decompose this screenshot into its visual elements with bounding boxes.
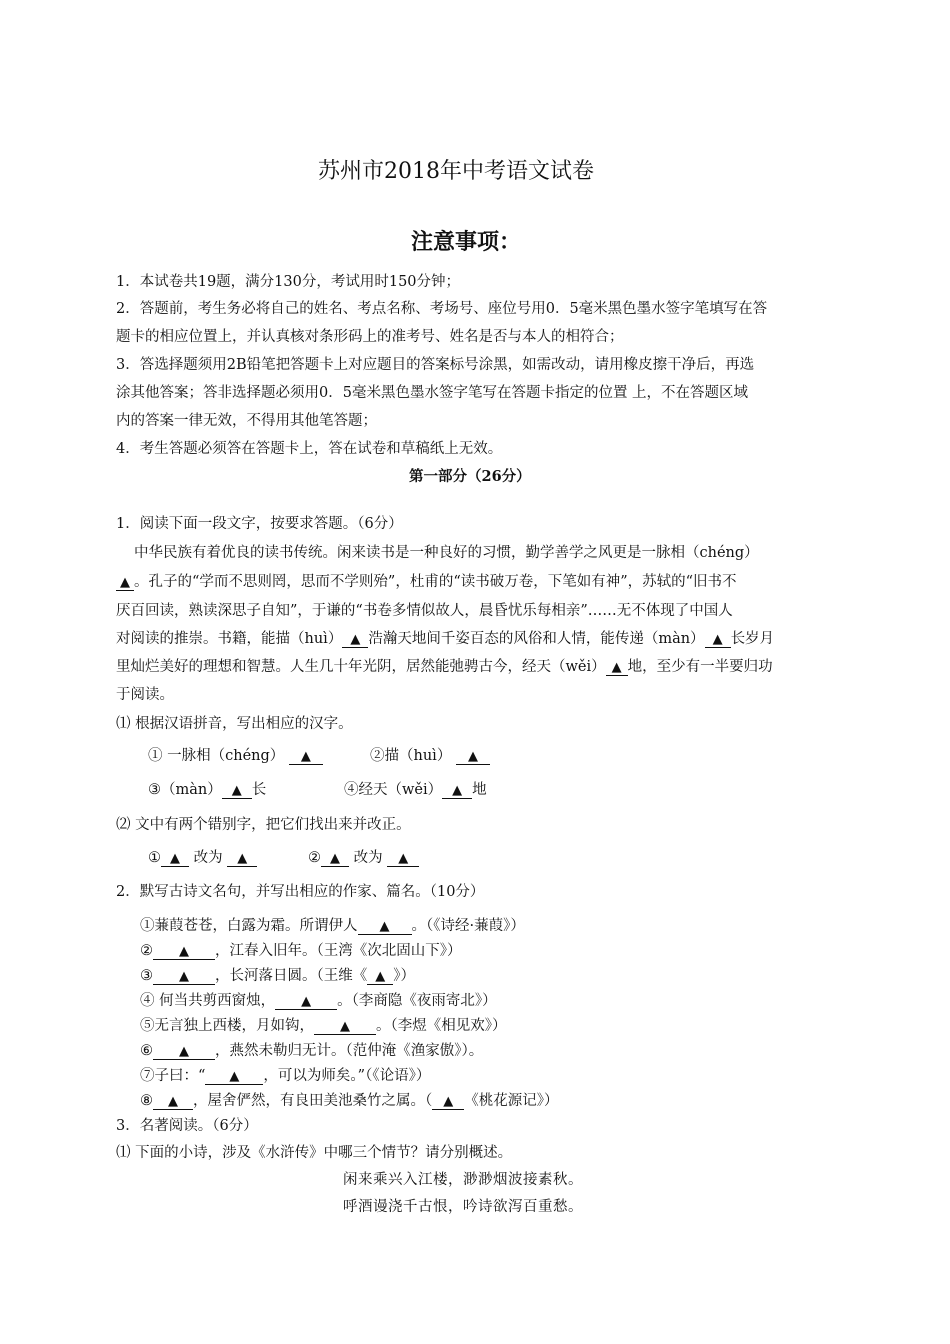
passage-text: 长岁月: [730, 631, 775, 647]
answer-blank[interactable]: ▲: [227, 852, 257, 867]
q3-sub1: ⑴ 下面的小诗，涉及《水浒传》中哪三个情节？请分别概述。: [116, 1145, 513, 1161]
poem-text: ③: [140, 968, 153, 984]
q1-sub2: ⑵ 文中有两个错别字，把它们找出来并改正。: [116, 817, 411, 833]
answer-blank[interactable]: ▲: [205, 1070, 263, 1085]
poem-text: ⑥: [140, 1043, 153, 1059]
notice-line: 2．答题前，考生务必将自己的姓名、考点名称、考场号、座位号用0．5毫米黑色墨水签字笔填写在答: [116, 301, 768, 317]
answer-blank[interactable]: ▲: [275, 995, 337, 1010]
item-tail: 地: [472, 782, 487, 798]
notice-line: 1．本试卷共19题，满分130分，考试用时150分钟；: [116, 274, 461, 290]
item-label: ④经天（wěi）: [344, 782, 443, 798]
fix-label: ①: [148, 850, 161, 866]
q2-line-1: [140, 914, 525, 935]
answer-blank[interactable]: ▲: [161, 852, 189, 867]
poem-source: ，可以为师矣。”（《论语》）: [263, 1068, 431, 1084]
q1-item-d: [344, 778, 487, 799]
poem-source: 《桃花源记》）: [464, 1093, 559, 1109]
fix-label: ②: [308, 850, 321, 866]
passage-line: 厌百回读，熟读深思子自知”，于谦的“书卷多情似故人，晨昏忧乐每相亲”……无不体现了中国人: [116, 603, 733, 619]
passage-text: 浩瀚天地间千姿百态的风俗和人情，能传递（màn）: [368, 631, 705, 647]
answer-blank[interactable]: ▲: [153, 1095, 193, 1110]
answer-blank[interactable]: ▲: [387, 852, 419, 867]
q2-line-6: [140, 1039, 483, 1060]
question-2-heading: 2．默写古诗文名句，并写出相应的作家、篇名。（10分）: [116, 884, 485, 900]
answer-blank[interactable]: ▲: [606, 661, 628, 676]
answer-blank[interactable]: ▲: [432, 1095, 464, 1110]
q2-line-5: [140, 1014, 507, 1035]
answer-blank[interactable]: ▲: [222, 784, 252, 799]
q2-line-3: [140, 964, 415, 985]
poem-source: ，燕然未勒归无计。（范仲淹《渔家傲》）。: [215, 1043, 484, 1059]
passage-line: 于阅读。: [116, 687, 174, 703]
q1-item-c: [148, 778, 266, 799]
poem-text: ⑧: [140, 1093, 153, 1109]
poem-source: 》）: [393, 968, 415, 984]
item-label: ③（màn）: [148, 782, 222, 798]
answer-blank[interactable]: ▲: [153, 1045, 215, 1060]
q1-fix-1: [148, 846, 257, 867]
passage-text: 对阅读的推崇。书籍，能描（huì）: [116, 631, 343, 647]
poem-source: 。（《诗经·蒹葭》）: [411, 918, 525, 934]
q2-line-8: [140, 1089, 559, 1110]
q2-line-4: [140, 989, 497, 1010]
passage-text: 里灿烂美好的理想和智慧。人生几十年光阴，居然能弛骋古今，经天（wěi）: [116, 659, 606, 675]
answer-blank[interactable]: ▲: [153, 970, 215, 985]
item-tail: 长: [251, 782, 267, 798]
passage-line: [116, 570, 737, 591]
poem-text: ②: [140, 943, 153, 959]
notice-line: 3．答选择题须用2B铅笔把答题卡上对应题目的答案标号涂黑，如需改动，请用橡皮擦干净后，再选: [116, 357, 755, 373]
q3-poem-line: 呼酒谩浇千古恨，吟诗欲泻百重愁。: [343, 1199, 583, 1215]
notice-line: 题卡的相应位置上，并认真核对条形码上的准考号、姓名是否与本人的相符合；: [116, 329, 624, 345]
poem-text: ⑤无言独上西楼，月如钩，: [140, 1018, 314, 1034]
passage-line: 中华民族有着优良的读书传统。闲来读书是一种良好的习惯，勤学善学之风更是一脉相（chéng）: [134, 545, 759, 561]
answer-blank[interactable]: ▲: [314, 1020, 376, 1035]
q1-sub1: ⑴ 根据汉语拼音，写出相应的汉字。: [116, 716, 353, 732]
answer-blank[interactable]: ▲: [289, 750, 323, 765]
q2-line-7: [140, 1064, 430, 1085]
answer-blank[interactable]: ▲: [358, 920, 412, 935]
q1-item-b: [370, 744, 490, 765]
poem-source: ，长河落日圆。（王维《: [215, 968, 368, 984]
answer-blank[interactable]: ▲: [456, 750, 490, 765]
poem-text: ④ 何当共剪西窗烛，: [140, 993, 276, 1009]
answer-blank[interactable]: ▲: [342, 633, 368, 648]
poem-text: ①蒹葭苍苍，白露为霜。所谓伊人: [140, 918, 358, 934]
fix-word: 改为: [193, 850, 223, 866]
poem-source: ，屋舍俨然，有良田美池桑竹之属。（: [193, 1093, 433, 1109]
poem-source: 。（李商隐《夜雨寄北》）: [337, 993, 497, 1009]
item-label: ②描（huì）: [370, 748, 452, 764]
answer-blank[interactable]: ▲: [705, 633, 731, 648]
q2-line-2: [140, 939, 462, 960]
q1-item-a: [148, 744, 323, 765]
notice-line: 内的答案一律无效，不得用其他笔答题；: [116, 413, 377, 429]
answer-blank[interactable]: ▲: [442, 784, 472, 799]
item-label: ① 一脉相（chéng）: [148, 748, 285, 764]
question-3-heading: 3．名著阅读。（6分）: [116, 1118, 258, 1134]
notice-line: 4．考生答题必须答在答题卡上，答在试卷和草稿纸上无效。: [116, 441, 503, 457]
passage-text: 地，至少有一半要归功: [627, 659, 773, 675]
passage-text: 。孔子的“学而不思则罔，思而不学则殆”，杜甫的“读书破万卷，下笔如有神”，苏轼的“旧书不: [134, 574, 737, 590]
q1-fix-2: [308, 846, 419, 867]
passage-line: [116, 627, 774, 648]
answer-blank[interactable]: ▲: [153, 945, 215, 960]
question-1-heading: 1．阅读下面一段文字，按要求答题。（6分）: [116, 516, 403, 532]
notice-heading: 注意事项：: [411, 230, 522, 255]
answer-blank[interactable]: ▲: [116, 576, 134, 591]
answer-blank[interactable]: ▲: [321, 852, 349, 867]
q3-poem-line: 闲来乘兴入江楼，渺渺烟波接素秋。: [343, 1172, 583, 1188]
passage-line: [116, 655, 773, 676]
notice-line: 涂其他答案；答非选择题必须用0．5毫米黑色墨水签字笔写在答题卡指定的位置 上，不在答题区域: [116, 385, 749, 401]
exam-title: 苏州市2018年中考语文试卷: [318, 159, 594, 184]
fix-word: 改为: [353, 850, 383, 866]
poem-source: 。（李煜《相见欢》）: [376, 1018, 507, 1034]
answer-blank[interactable]: ▲: [367, 970, 393, 985]
part-one-heading: 第一部分（26分）: [409, 468, 531, 485]
poem-source: ，江春入旧年。（王湾《次北固山下》）: [215, 943, 462, 959]
poem-text: ⑦子曰：“: [140, 1068, 206, 1084]
